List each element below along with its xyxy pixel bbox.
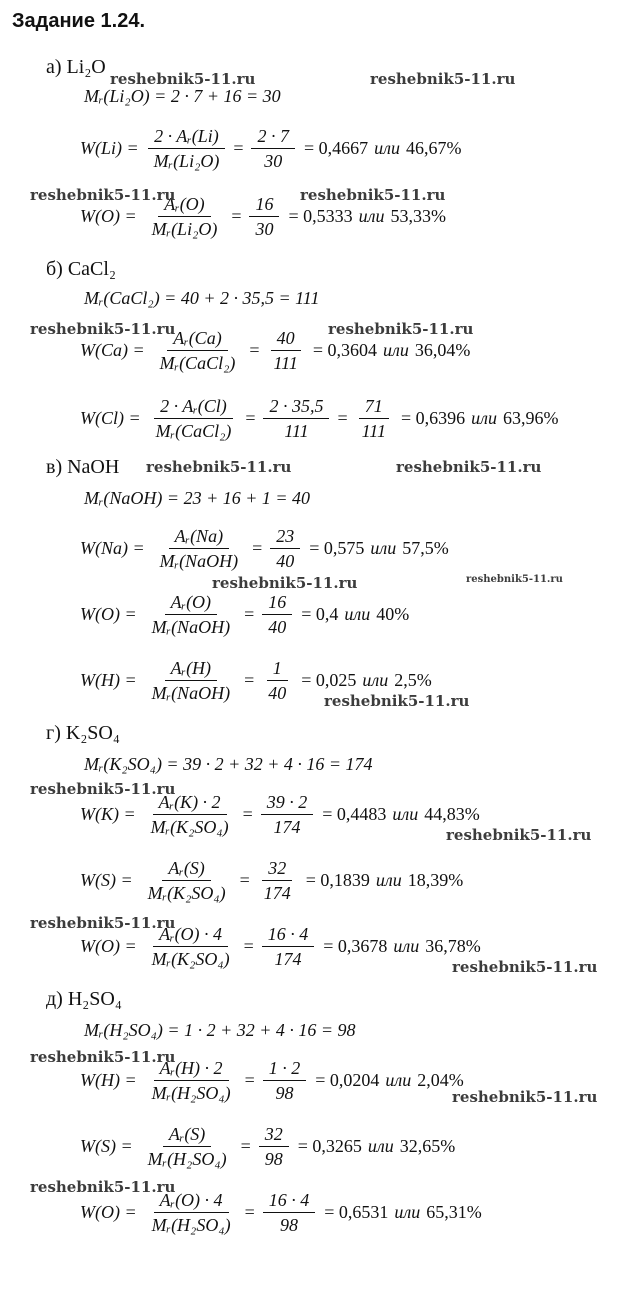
fraction xyxy=(249,192,279,241)
or-word: или xyxy=(394,1202,421,1222)
fraction-numerator: 16 xyxy=(262,590,292,615)
molar-mass: Mᵣ(CaCl₂) = 40 + 2 · 35,5 = 111 xyxy=(84,288,320,308)
or-word: или xyxy=(344,604,371,624)
fraction xyxy=(146,590,236,639)
fraction-numerator: Aᵣ(S) xyxy=(162,856,210,881)
fraction-numerator: 16 xyxy=(249,192,279,217)
equals-sign: = xyxy=(233,138,244,158)
watermark: reshebnik5-11.ru xyxy=(370,70,516,88)
result-percent: 46,67% xyxy=(406,138,462,158)
result-value: = 0,4483 xyxy=(322,804,387,824)
fraction xyxy=(258,856,297,905)
fraction-denominator: Mᵣ(NaOH) xyxy=(151,617,231,637)
equation-lhs: W(Cl) = xyxy=(80,408,141,428)
fraction-numerator: 2 · 35,5 xyxy=(263,394,329,419)
fraction-numerator: Aᵣ(O) xyxy=(158,192,210,217)
fraction-denominator: 40 xyxy=(268,683,287,703)
fraction-denominator: 40 xyxy=(276,551,295,571)
result-percent: 65,31% xyxy=(426,1202,482,1222)
result-percent: 53,33% xyxy=(390,206,446,226)
section-label: б) CaCl₂ xyxy=(46,258,116,280)
equation-lhs: W(O) = xyxy=(80,936,137,956)
fraction-numerator: 1 xyxy=(267,656,288,681)
fraction-denominator: Mᵣ(NaOH) xyxy=(151,683,231,703)
result-value: = 0,5333 xyxy=(288,206,353,226)
result-value: = 0,3678 xyxy=(323,936,388,956)
mass-fraction-equation xyxy=(80,394,558,443)
fraction-numerator: 2 · Aᵣ(Li) xyxy=(148,124,225,149)
equals-sign: = xyxy=(240,1136,251,1156)
section-label: д) H₂SO₄ xyxy=(46,988,122,1010)
fraction xyxy=(142,1122,233,1171)
equation-result xyxy=(309,538,449,559)
result-percent: 18,39% xyxy=(407,870,464,890)
equation-result xyxy=(401,408,559,429)
fraction-numerator: Aᵣ(O) · 4 xyxy=(154,1188,229,1213)
fraction xyxy=(270,524,300,573)
fraction-denominator: 174 xyxy=(263,883,291,903)
fraction xyxy=(263,1188,316,1237)
watermark: reshebnik5-11.ru xyxy=(110,70,256,88)
fraction xyxy=(261,790,314,839)
result-value: = 0,4667 xyxy=(303,138,369,158)
watermark: reshebnik5-11.ru xyxy=(396,458,542,476)
fraction-numerator: 1 · 2 xyxy=(263,1056,307,1081)
result-percent: 2,5% xyxy=(394,670,432,690)
fraction-numerator: 16 · 4 xyxy=(263,1188,316,1213)
equation-lhs: W(O) = xyxy=(80,604,137,624)
equation-result xyxy=(323,936,481,957)
fraction-numerator: 32 xyxy=(259,1122,289,1147)
molar-mass: Mᵣ(K₂SO₄) = 39 · 2 + 32 + 4 · 16 = 174 xyxy=(84,754,373,774)
equals-sign: = xyxy=(239,870,250,890)
equals-sign: = xyxy=(231,206,242,226)
fraction-numerator: Aᵣ(H) xyxy=(165,656,217,681)
fraction-numerator: 16 · 4 xyxy=(262,922,315,947)
fraction xyxy=(263,1056,307,1105)
watermark: reshebnik5-11.ru xyxy=(30,1178,176,1196)
mass-fraction-equation xyxy=(80,590,409,639)
fraction-denominator: Mᵣ(CaCl₂) xyxy=(159,353,236,373)
equation-lhs: W(S) = xyxy=(80,1136,133,1156)
equation-lhs: W(O) = xyxy=(80,1202,137,1222)
fraction-numerator: 40 xyxy=(271,326,301,351)
equals-sign: = xyxy=(244,604,255,624)
fraction-numerator: Aᵣ(O) · 4 xyxy=(153,922,228,947)
fraction-denominator: 111 xyxy=(273,353,298,373)
equation-result xyxy=(315,1070,464,1091)
watermark: reshebnik5-11.ru xyxy=(30,320,176,338)
fraction-denominator: Mᵣ(K₂SO₄) xyxy=(147,883,226,903)
result-percent: 63,96% xyxy=(502,408,559,428)
fraction xyxy=(148,124,226,173)
equals-sign: = xyxy=(337,408,348,428)
fraction xyxy=(356,394,392,443)
or-word: или xyxy=(471,408,497,428)
fraction-denominator: Mᵣ(K₂SO₄) xyxy=(150,817,229,837)
or-word: или xyxy=(358,206,385,226)
equation-result xyxy=(298,1136,456,1157)
fraction xyxy=(146,656,236,705)
watermark: reshebnik5-11.ru xyxy=(466,574,563,585)
result-value: = 0,3604 xyxy=(312,340,377,360)
fraction-denominator: 174 xyxy=(274,949,302,969)
fraction xyxy=(263,394,329,443)
result-percent: 57,5% xyxy=(402,538,449,558)
fraction-numerator: 2 · 7 xyxy=(251,124,295,149)
fraction-denominator: 111 xyxy=(284,421,309,441)
result-value: = 0,6531 xyxy=(324,1202,389,1222)
or-word: или xyxy=(367,1136,394,1156)
mass-fraction-equation xyxy=(80,524,449,573)
equation-lhs: W(O) = xyxy=(80,206,137,226)
fraction-numerator: 23 xyxy=(270,524,300,549)
fraction-numerator: 32 xyxy=(262,856,292,881)
equation-result xyxy=(306,870,464,891)
fraction-numerator: 71 xyxy=(359,394,389,419)
mass-fraction-equation xyxy=(80,856,463,905)
watermark: reshebnik5-11.ru xyxy=(30,1048,176,1066)
fraction xyxy=(262,590,292,639)
molar-mass: Mᵣ(H₂SO₄) = 1 · 2 + 32 + 4 · 16 = 98 xyxy=(84,1020,356,1040)
fraction xyxy=(262,656,292,705)
result-value: = 0,0204 xyxy=(315,1070,380,1090)
fraction-numerator: Aᵣ(Ca) xyxy=(167,326,227,351)
fraction-denominator: 98 xyxy=(264,1149,283,1169)
fraction xyxy=(262,922,315,971)
molar-mass: Mᵣ(Li₂O) = 2 · 7 + 16 = 30 xyxy=(84,86,281,106)
or-word: или xyxy=(374,138,400,158)
fraction-denominator: 98 xyxy=(275,1083,294,1103)
equation-result xyxy=(322,804,480,825)
fraction-denominator: 30 xyxy=(264,151,283,171)
result-value: = 0,575 xyxy=(309,538,365,558)
watermark: reshebnik5-11.ru xyxy=(328,320,474,338)
fraction-numerator: Aᵣ(Na) xyxy=(169,524,229,549)
fraction-denominator: Mᵣ(H₂SO₄) xyxy=(151,1215,231,1235)
equals-sign: = xyxy=(244,1202,255,1222)
result-value: = 0,6396 xyxy=(400,408,466,428)
fraction-numerator: Aᵣ(K) · 2 xyxy=(153,790,227,815)
fraction-numerator: Aᵣ(S) xyxy=(163,1122,211,1147)
fraction-denominator: Mᵣ(H₂SO₄) xyxy=(151,1083,231,1103)
section-label: в) NaOH xyxy=(46,456,120,478)
equation-result xyxy=(301,670,432,691)
or-word: или xyxy=(375,870,402,890)
equation-result xyxy=(313,340,471,361)
fraction-denominator: Mᵣ(H₂SO₄) xyxy=(147,1149,227,1169)
equation-result xyxy=(301,604,409,625)
watermark: reshebnik5-11.ru xyxy=(212,574,358,592)
fraction xyxy=(154,524,244,573)
fraction-denominator: 40 xyxy=(268,617,287,637)
molar-mass: Mᵣ(NaOH) = 23 + 16 + 1 = 40 xyxy=(84,488,311,508)
fraction-denominator: 98 xyxy=(279,1215,298,1235)
equals-sign: = xyxy=(245,408,256,428)
result-value: = 0,4 xyxy=(301,604,339,624)
equation-lhs: W(H) = xyxy=(80,1070,137,1090)
result-percent: 44,83% xyxy=(424,804,480,824)
result-percent: 32,65% xyxy=(399,1136,456,1156)
equation-lhs: W(Na) = xyxy=(80,538,145,558)
fraction-denominator: Mᵣ(Li₂O) xyxy=(151,219,218,239)
result-value: = 0,3265 xyxy=(297,1136,362,1156)
equals-sign: = xyxy=(244,670,255,690)
fraction-numerator: 39 · 2 xyxy=(261,790,314,815)
or-word: или xyxy=(393,936,420,956)
equals-sign: = xyxy=(244,1070,255,1090)
task-title: Задание 1.24. xyxy=(12,10,146,32)
mass-fraction-equation xyxy=(80,1122,455,1171)
fraction-denominator: 111 xyxy=(361,421,386,441)
or-word: или xyxy=(385,1070,412,1090)
fraction-denominator: 174 xyxy=(273,817,301,837)
equation-result xyxy=(288,206,446,227)
watermark: reshebnik5-11.ru xyxy=(146,458,292,476)
watermark: reshebnik5-11.ru xyxy=(446,826,592,844)
section-label: а) Li₂O xyxy=(46,56,106,78)
fraction-numerator: Aᵣ(H) · 2 xyxy=(154,1056,229,1081)
or-word: или xyxy=(362,670,389,690)
fraction-denominator: Mᵣ(Li₂O) xyxy=(153,151,220,171)
result-percent: 2,04% xyxy=(417,1070,464,1090)
or-word: или xyxy=(382,340,409,360)
equation-lhs: W(Ca) = xyxy=(80,340,145,360)
result-value: = 0,1839 xyxy=(305,870,370,890)
equation-lhs: W(K) = xyxy=(80,804,136,824)
or-word: или xyxy=(370,538,397,558)
result-value: = 0,025 xyxy=(301,670,357,690)
mass-fraction-equation xyxy=(80,124,462,173)
fraction xyxy=(150,394,238,443)
fraction-denominator: 30 xyxy=(255,219,274,239)
watermark: reshebnik5-11.ru xyxy=(324,692,470,710)
equals-sign: = xyxy=(252,538,263,558)
result-percent: 36,78% xyxy=(425,936,481,956)
watermark: reshebnik5-11.ru xyxy=(30,780,176,798)
equals-sign: = xyxy=(242,804,253,824)
or-word: или xyxy=(392,804,419,824)
equation-result xyxy=(304,138,462,159)
equation-lhs: W(S) = xyxy=(80,870,133,890)
watermark: reshebnik5-11.ru xyxy=(452,1088,598,1106)
watermark: reshebnik5-11.ru xyxy=(30,186,176,204)
result-percent: 36,04% xyxy=(414,340,471,360)
fraction-denominator: Mᵣ(K₂SO₄) xyxy=(151,949,230,969)
fraction-numerator: 2 · Aᵣ(Cl) xyxy=(154,394,233,419)
equation-result xyxy=(324,1202,482,1223)
watermark: reshebnik5-11.ru xyxy=(300,186,446,204)
watermark: reshebnik5-11.ru xyxy=(452,958,598,976)
fraction xyxy=(251,124,295,173)
equals-sign: = xyxy=(249,340,260,360)
section-label: г) K₂SO₄ xyxy=(46,722,120,744)
equation-lhs: W(Li) = xyxy=(80,138,139,158)
result-percent: 40% xyxy=(376,604,410,624)
fraction-numerator: Aᵣ(O) xyxy=(165,590,217,615)
fraction xyxy=(267,326,303,375)
fraction-denominator: Mᵣ(CaCl₂) xyxy=(155,421,232,441)
fraction-denominator: Mᵣ(NaOH) xyxy=(159,551,239,571)
fraction xyxy=(259,1122,289,1171)
equation-lhs: W(H) = xyxy=(80,670,137,690)
watermark: reshebnik5-11.ru xyxy=(30,914,176,932)
equals-sign: = xyxy=(243,936,254,956)
fraction xyxy=(142,856,232,905)
